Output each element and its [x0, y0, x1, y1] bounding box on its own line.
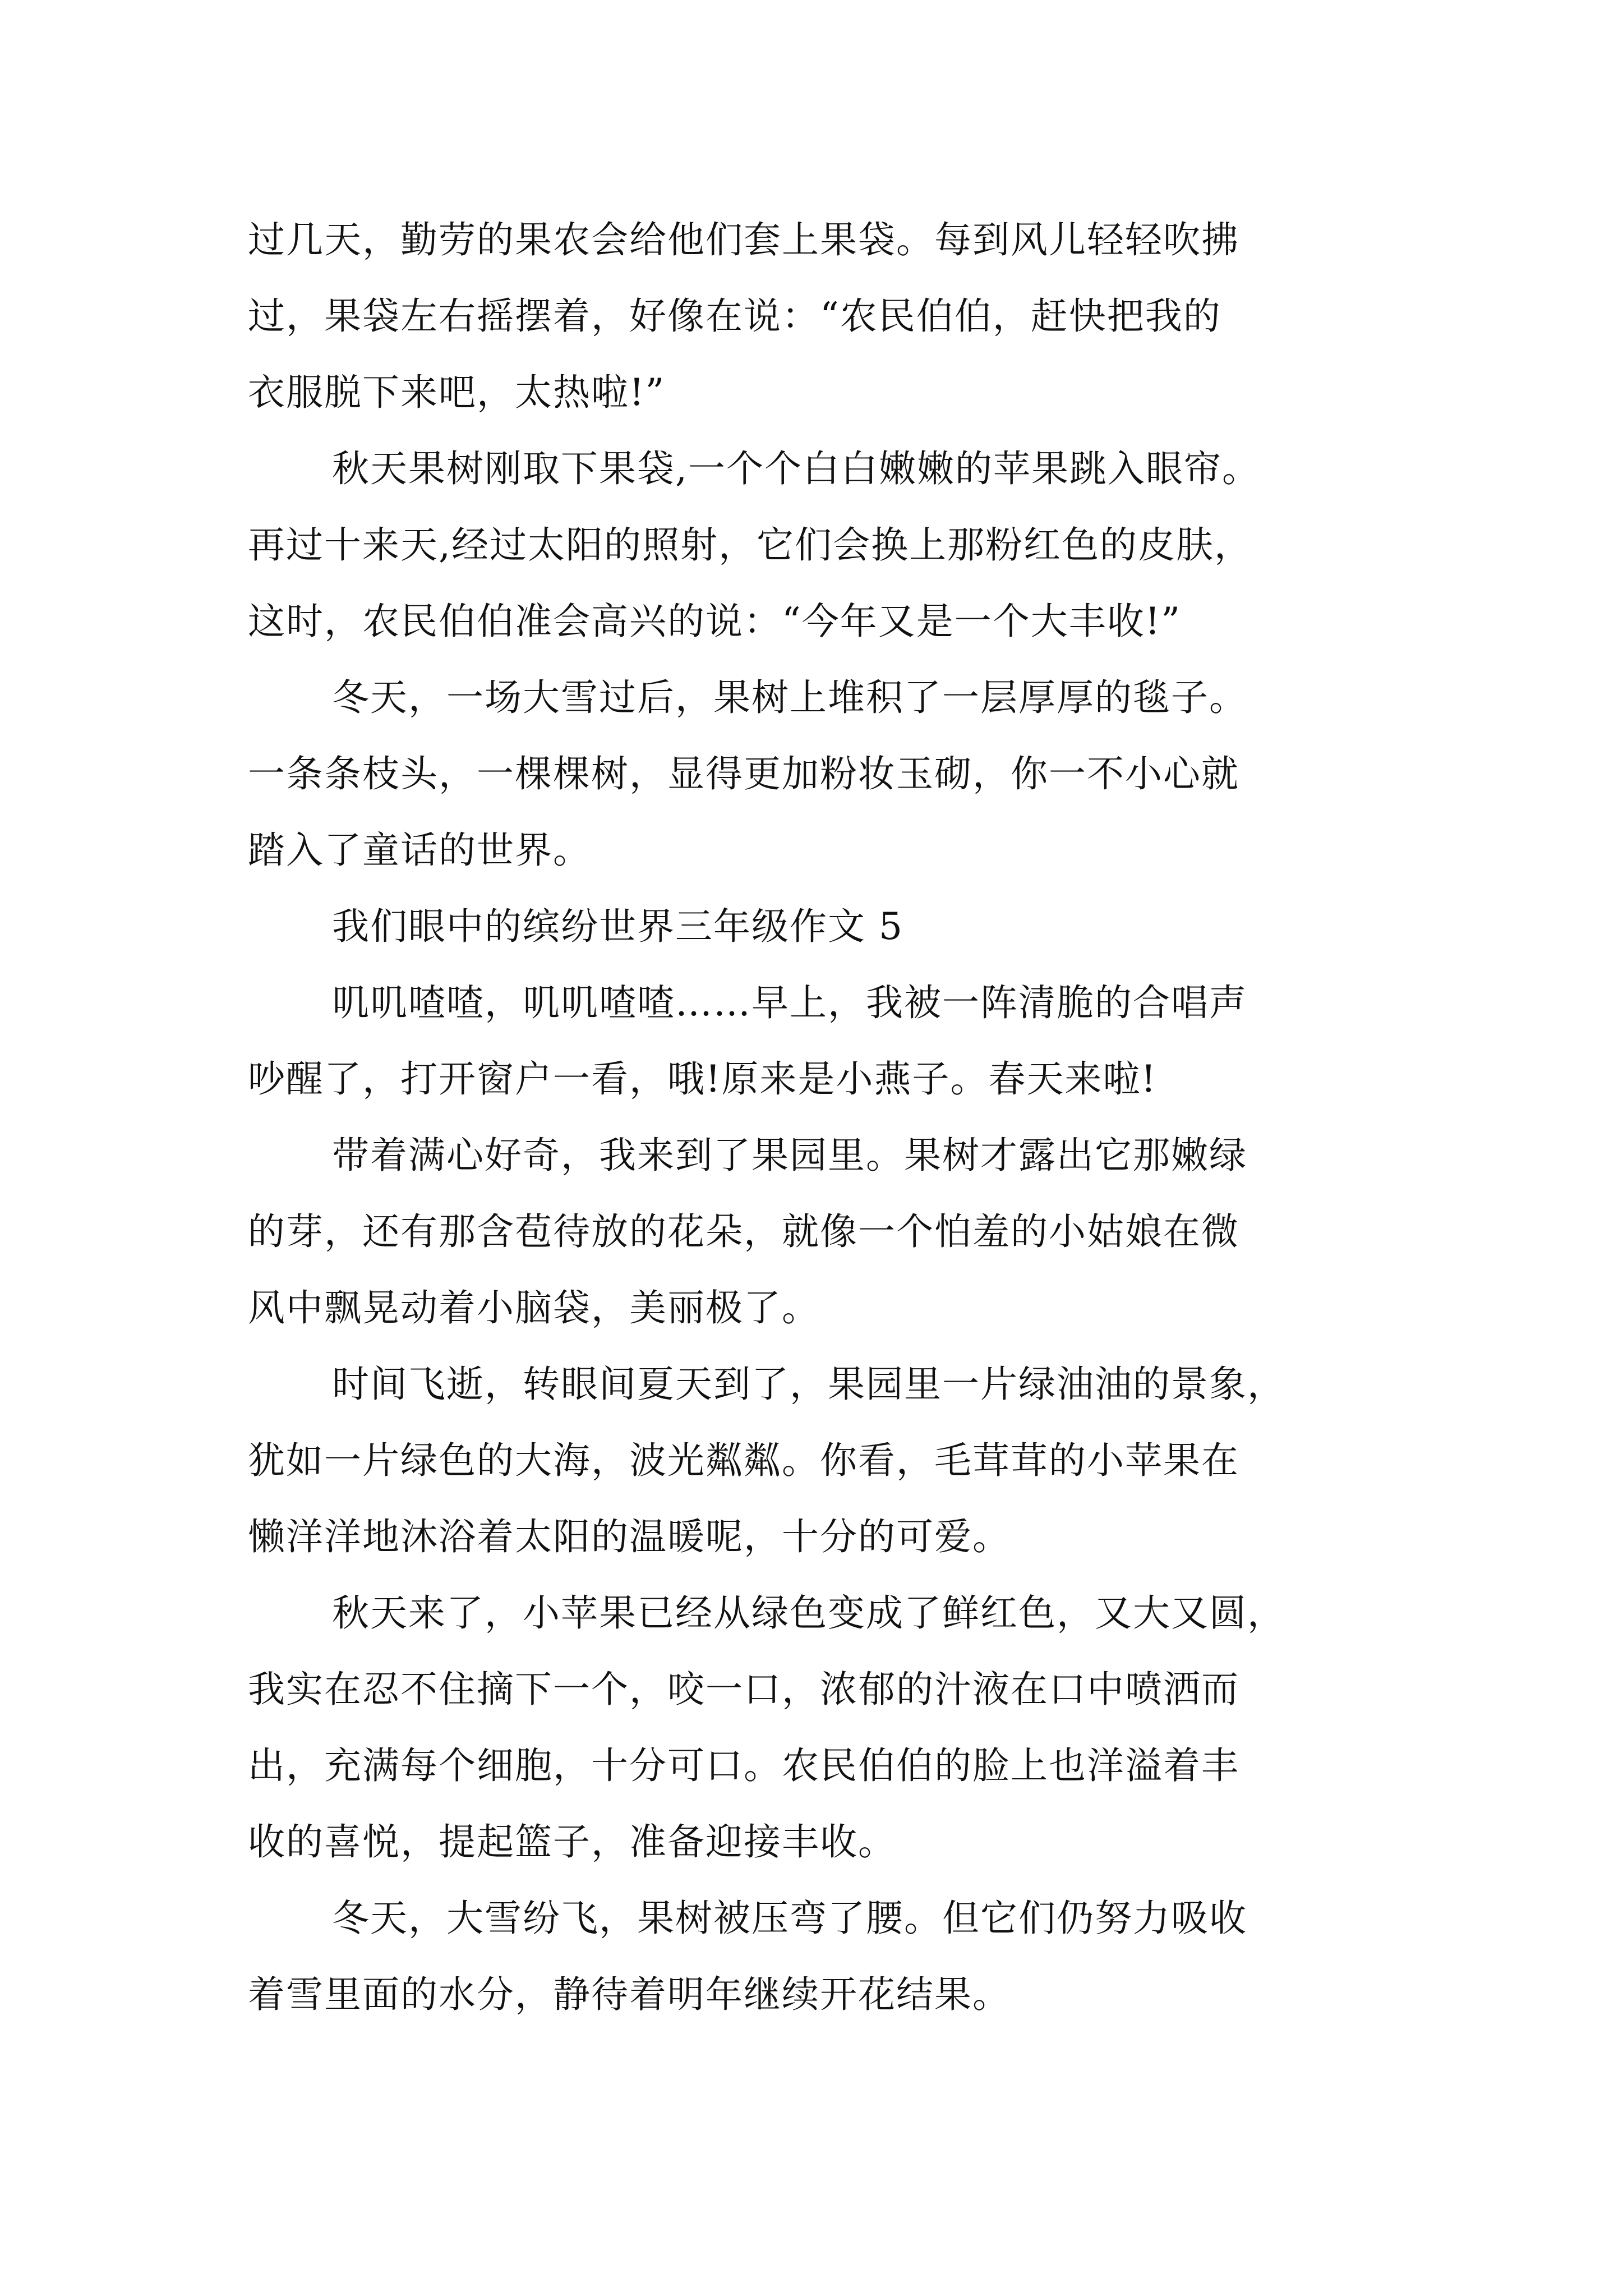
text-line: 带着满心好奇，我来到了果园里。果树才露出它那嫩绿 [332, 1134, 1247, 1177]
text-line: 衣服脱下来吧，太热啦!” [248, 371, 666, 414]
text-line: 我实在忍不住摘下一个，咬一口，浓郁的汁液在口中喷洒而 [248, 1668, 1239, 1711]
text-line: 吵醒了，打开窗户一看，哦!原来是小燕子。春天来啦! [248, 1057, 1158, 1101]
text-line: 过几天，勤劳的果农会给他们套上果袋。每到风儿轻轻吹拂 [248, 218, 1239, 261]
text-line: 踏入了童话的世界。 [248, 829, 591, 872]
text-line: 时间飞逝，转眼间夏天到了，果园里一片绿油油的景象， [332, 1363, 1285, 1406]
text-line: 秋天来了，小苹果已经从绿色变成了鲜红色，又大又圆， [332, 1591, 1285, 1635]
text-line: 犹如一片绿色的大海，波光粼粼。你看，毛茸茸的小苹果在 [248, 1439, 1239, 1482]
text-line: 的芽，还有那含苞待放的花朵，就像一个怕羞的小姑娘在微 [248, 1210, 1239, 1253]
text-line: 一条条枝头，一棵棵树，显得更加粉妆玉砌，你一不小心就 [248, 752, 1239, 795]
text-line: 懒洋洋地沐浴着太阳的温暖呢，十分的可爱。 [248, 1515, 1011, 1558]
text-line: 收的喜悦，提起篮子，准备迎接丰收。 [248, 1820, 896, 1864]
text-line: 风中飘晃动着小脑袋，美丽极了。 [248, 1286, 820, 1329]
text-line: 我们眼中的缤纷世界三年级作文 5 [332, 905, 903, 948]
text-line: 这时，农民伯伯准会高兴的说：“今年又是一个大丰收!” [248, 600, 1182, 643]
text-line: 过，果袋左右摇摆着，好像在说：“农民伯伯，赶快把我的 [248, 295, 1221, 338]
text-line: 叽叽喳喳，叽叽喳喳……早上，我被一阵清脆的合唱声 [332, 981, 1247, 1024]
text-line: 秋天果树刚取下果袋,一个个白白嫩嫩的苹果跳入眼帘。 [332, 447, 1260, 490]
essay-text-block [248, 202, 1392, 2033]
text-line: 出，充满每个细胞，十分可口。农民伯伯的脸上也洋溢着丰 [248, 1744, 1239, 1787]
text-line: 着雪里面的水分，静待着明年继续开花结果。 [248, 1973, 1011, 2016]
text-line: 冬天，一场大雪过后，果树上堆积了一层厚厚的毯子。 [332, 676, 1247, 719]
text-line: 再过十来天,经过太阳的照射，它们会换上那粉红色的皮肤， [248, 523, 1252, 567]
text-line: 冬天，大雪纷飞，果树被压弯了腰。但它们仍努力吸收 [332, 1897, 1247, 1940]
